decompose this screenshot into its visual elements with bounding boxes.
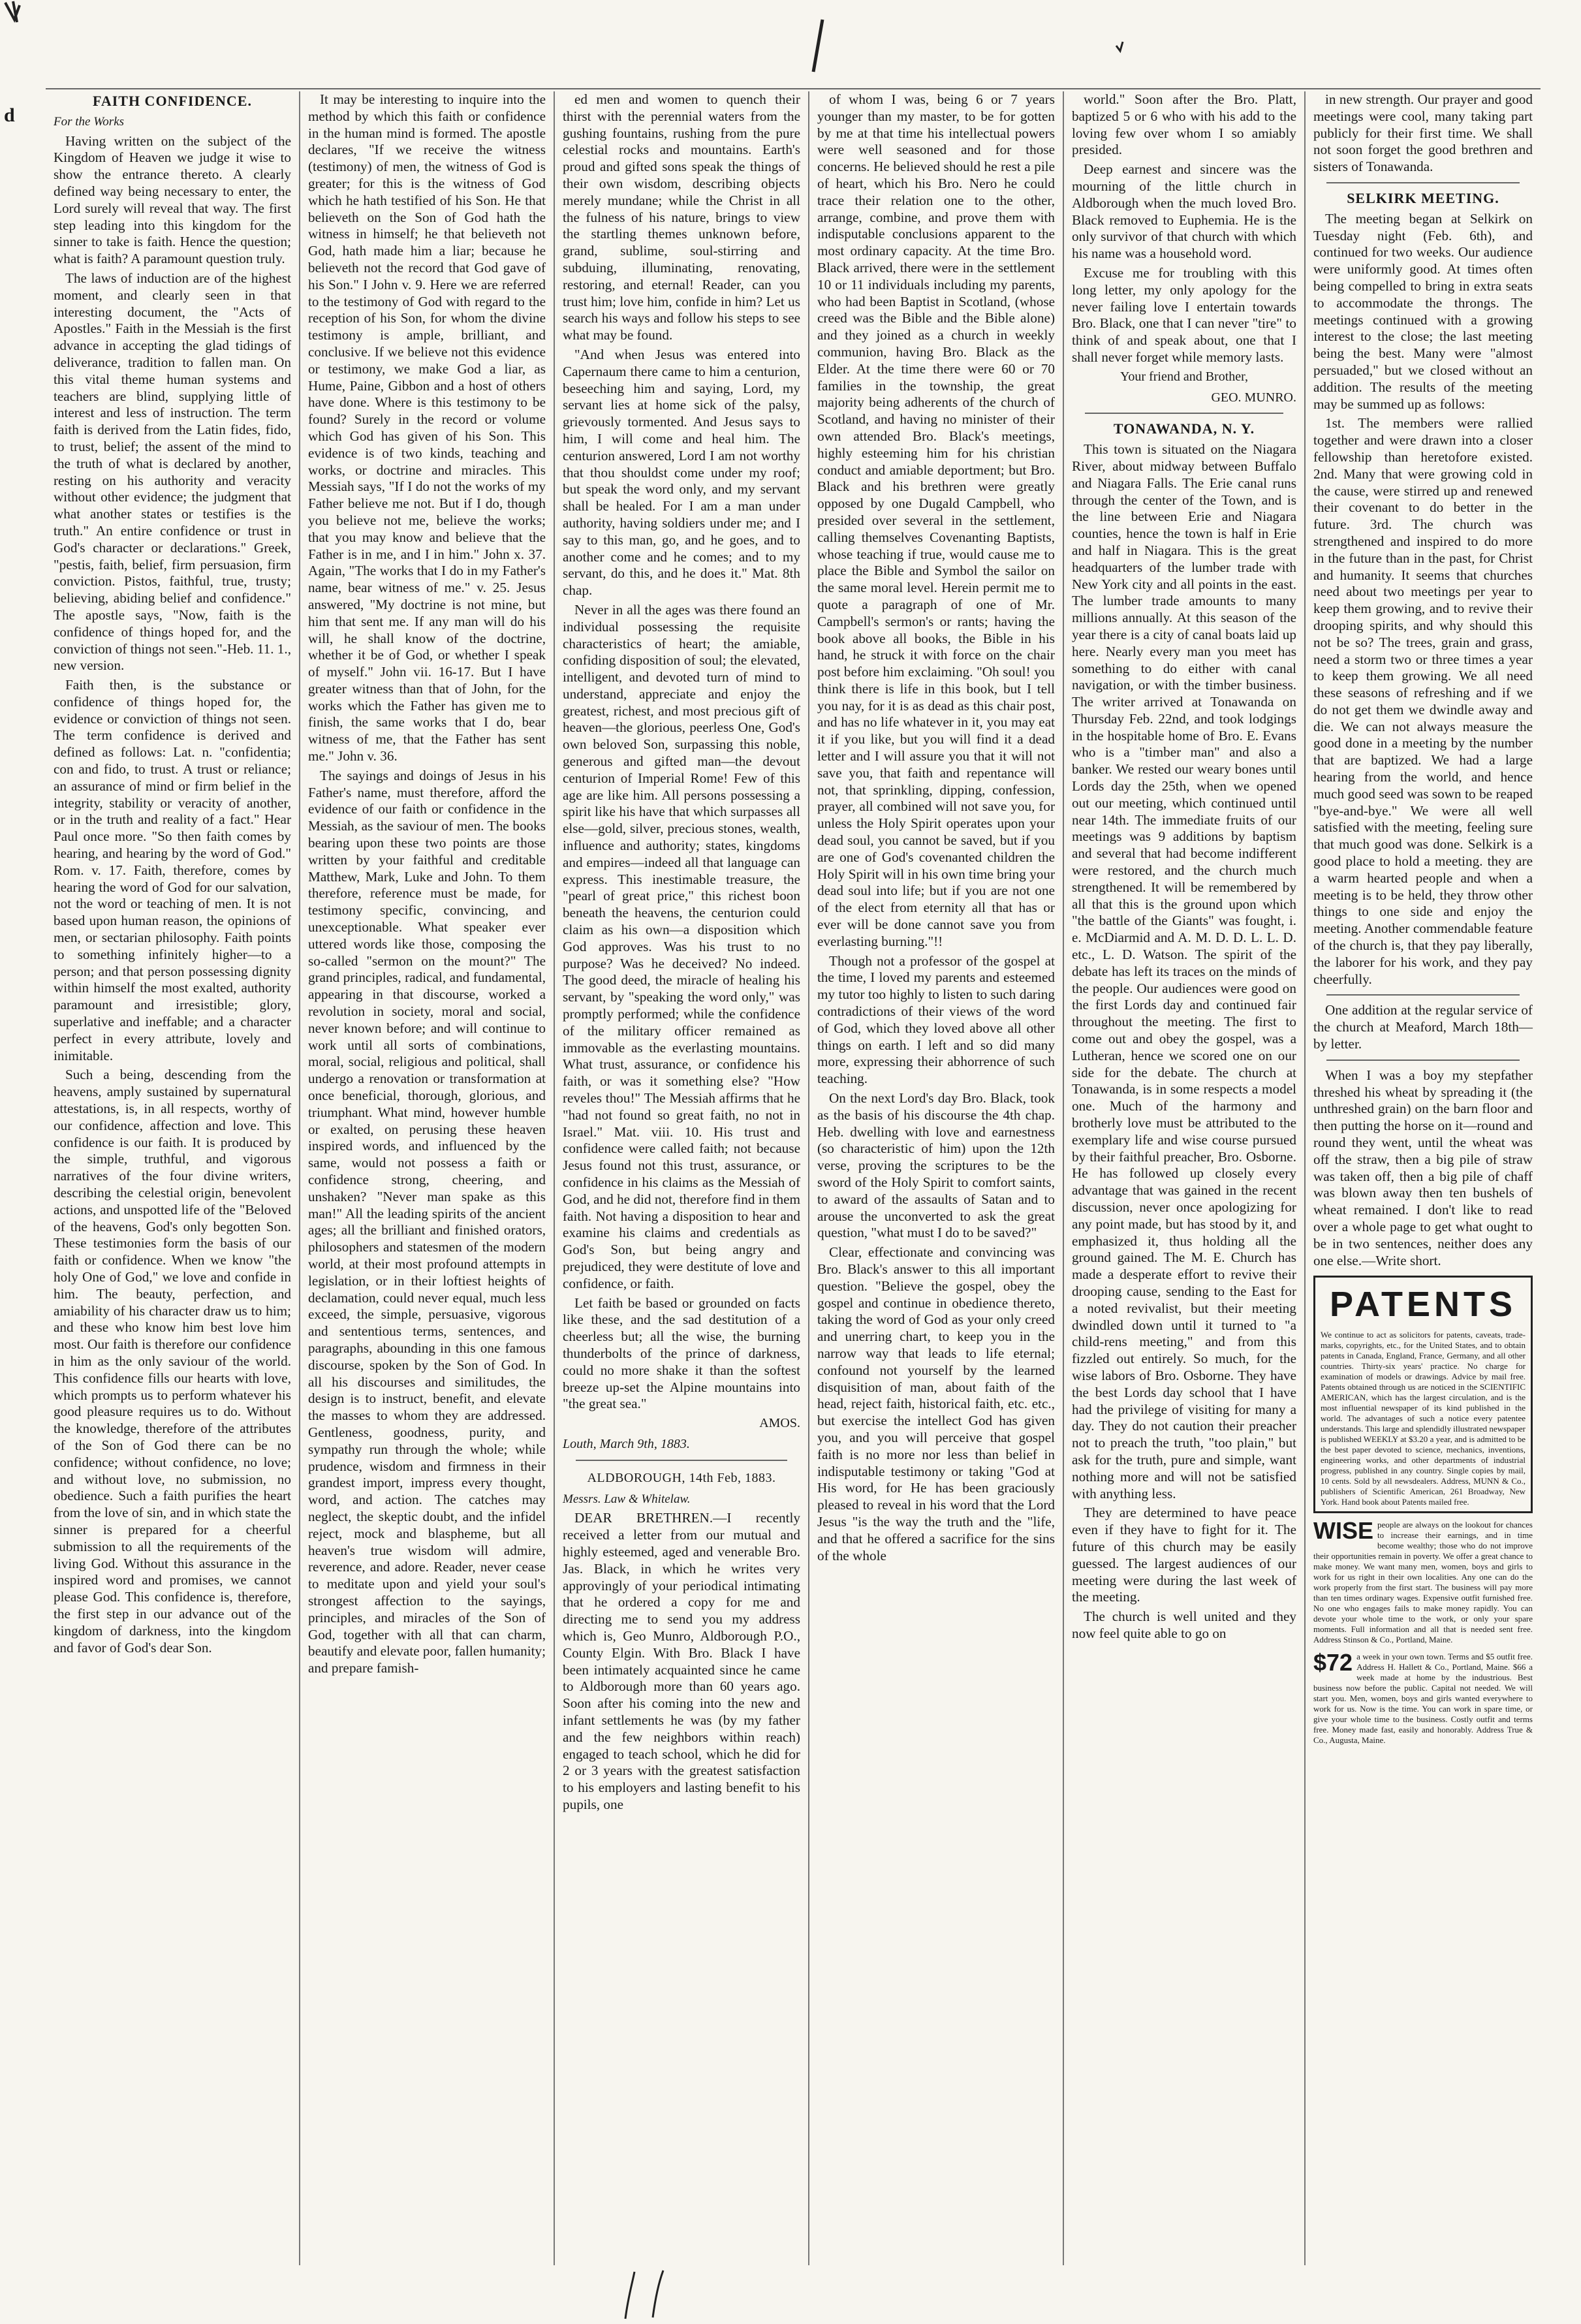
paragraph: ed men and women to quench their thirst with the perennial waters from the gushing fountains, rushing from the pure celestial rocks and mountains. Earth's proud and gifted sons speak the things of their own wisdom, describing objects merely mundane; while the Christ in all the fulness of his nature, brings to view the startling themes unknown before, grand, sublime, soul-stirring and subduing, illuminating, renovating, restoring, and eternal! Reader, can you trust him; love him, confide in him? Let us search his ways and follow his steps to see what may be found.	[563, 91, 800, 343]
paragraph: They are determined to have peace even if they have to fight for it. The future of this church may be easily guessed. The largest audiences of our meeting were during the last week of the meeting.	[1072, 1505, 1296, 1605]
column-5	[1064, 91, 1306, 2265]
letter-closing: Your friend and Brother,	[1119, 369, 1249, 384]
wise-ad-lead: WISE	[1313, 1517, 1374, 1545]
paragraph: The sayings and doings of Jesus in his Father's name, must therefore, afford the evidence of our faith or confidence in the Messiah, as the saviour of men. The books bearing upon these two points are those written by your faithful and creditable Matthew, Mark, Luke and John. To them therefore, reference must be made, for testimony specific, convincing, and unexceptionable. What speaker ever uttered words like those, composing the so-called "sermon on the mount?" The grand principles, radical, and fundamental, appearing in that discourse, worked a revolution in society, moral and social, never known before; and will continue to work until all sorts of combinations, moral, social, religious and political, shall undergo a renovation or transformation at once beneficial, thorough, glorious, and triumphant. What mind, however humble or exalted, on perusing these heaven inspired words, and influenced by the same, would not possess a faith or confidence strong, cheering, and unshaken? "Never man spake as this man!" All the leading spirits of the ancient ages; all the brilliant and finished orators, philosophers and statesmen of the modern world, at their most profound attempts in legislation, or in their loftiest heights of declamation, could never equal, much less exceed, the simple, persuasive, vigorous and sententious terms, sentences, and paragraphs, abounding in this one famous discourse, spoken by the Son of God. In all his discourses and similitudes, the design is to instruct, benefit, and elevate the masses to whom they are addressed. Gentleness, goodness, purity, and sympathy run through the whole; while prudence, wisdom and firmness in their grandest import, impress every thought, word, and action. The catches may neglect, the skeptic doubt, and the infidel reject, mock and blaspheme, but all heaven's true wisdom will admire, reverence, and adore. Reader, never cease to meditate upon and yield your soul's strongest affection to the sayings, principles, and miracles of the Son of God, together with all that can charm, beautify and elevate poor, fallen humanity; and prepare famish-	[308, 767, 546, 1676]
article-heading-selkirk: SELKIRK MEETING.	[1347, 189, 1499, 206]
paragraph: Though not a professor of the gospel at the time, I loved my parents and esteemed my tutor too highly to listen to such daring contradictions of their views of the word of God, which they loved above all other things on earth. I left and so did many more, expressing their abhorrence of such teaching.	[817, 952, 1055, 1087]
section-divider	[1326, 1060, 1520, 1061]
column-6	[1306, 91, 1541, 2265]
section-divider	[576, 1460, 787, 1461]
paragraph: The laws of induction are of the highest moment, and clearly seen in that interesting document, the "Acts of Apostles." Faith in the Messiah is the first advance in accepting the glad tidings of deliverance, tradition to fallen man. On this vital theme human systems and teachers are blind, supplying little of interest and less of instruction. The term faith is derived from the Latin fides, fido, to trust, belief; the assent of the mind to the truth of what is declared by another, resting on his authority and veracity without other evidence; the judgment that what another states or testifies is the truth." An entire confidence or trust in God's character or declarations." Greek, "pestis, faith, belief, firm persuasion, firm conviction. Pistos, faithful, true, trusty; believing, abiding belief and confidence." The apostle says, "Now, faith is the confidence of things hoped for, and the conviction of things not seen."-Heb. 11. 1., new version.	[54, 270, 291, 674]
anecdote-paragraph: When I was a boy my stepfather threshed his wheat by spreading it (the unthreshed grain) on the barn floor and then putting the horse on it—round and round they went, until the wheat was off the straw, then a big pile of straw was taken off, then a big pile of chaff was blown away then ten bushels of wheat remained. I don't like to read over a whole page to get what ought to be in two sentences, neither does any one else.—Write short.	[1313, 1067, 1533, 1268]
pen-scribble-mark	[625, 2270, 663, 2319]
paragraph: in new strength. Our prayer and good meetings were cool, many taking part publicly for their first time. We shall not soon forget the good brethren and sisters of Tonawanda.	[1313, 91, 1533, 175]
margin-annotation: d	[4, 104, 15, 126]
paragraph: On the next Lord's day Bro. Black, took as the basis of his discourse the 4th chap. Heb. dwelling with love and earnestness (so characteristic of him) upon the 12th verse, proving the scriptures to be the sword of the Holy Spirit to comfort saints, to award of the assaults of Satan and to arouse the unconverted to ask the great question, "what must I do to be saved?"	[817, 1090, 1055, 1241]
paragraph: DEAR BRETHREN.—I recently received a letter from our mutual and highly esteemed, aged and venerable Bro. Jas. Black, in which he writes very approvingly of your periodical intimating that he ordered a copy for me and directing me to send you my address which is, Geo Munro, Aldborough P.O., County Elgin. With Bro. Black I have been intimately acquainted since he came to Aldborough more than 60 years ago. Soon after his coming into the new and infant settlements he was (by my father and the few neighbors within reach) engaged to teach school, which he did for 2 or 3 years with the greatest satisfaction to his employers and lasting benefit to his pupils, one	[563, 1510, 800, 1812]
patents-ad-text: We continue to act as solicitors for patents, caveats, trade-marks, copyrights, etc., for the United States, and to obtain patents in Canada, England, France, Germany, and all other countries. Thirty-six years' practice. No charge for examination of models or drawings. Advice by mail free. Patents obtained through us are noticed in the SCIENTIFIC AMERICAN, which has the largest circulation, and is the most influential newspaper of its kind published in the world. The advantages of such a notice every patentee understands. This large and splendidly illustrated newspaper is published WEEKLY at $3.20 a year, and is admitted to be the best paper devoted to science, mechanics, inventions, engineering works, and other departments of industrial progress, published in any country. Single copies by mail, 10 cents. Sold by all newsdealers. Address, MUNN & Co., publishers of Scientific American, 261 Broadway, New York. Hand book about Patents mailed free.	[1321, 1330, 1526, 1507]
paragraph: Such a being, descending from the heavens, amply sustained by supernatural attestations, is, in all respects, worthy of our confidence, affection and love. This confidence is our faith. It is produced by the simple, truthful, and vigorous narratives of the four divine writers, describing the celestial origin, benevolent actions, and unspotted life of the "Beloved of the heavens, God's only begotten Son. These testimonies form the basis of our faith or confidence. When we know "the holy One of God," we love and confide in him. The beauty, perfection, and amiability of his character draw us to him; and these who know him best love him most. Our faith is therefore our confidence in him as the only saviour of the world. This confidence fills our hearts with love, which prompts us to perform whatever his good pleasure requires us to do. Without the knowledge, therefore of the attributes of the Son of God there can be no confidence; without confidence, no love; and without love, no submission, no obedience. Such a faith purifies the heart from the love of sin, and in which state the sinner is prepared for a cheerful submission to all the requirements of the living God. Without this assurance in the inspired word and promises, we cannot please God. This confidence is, therefore, the first step in our advance out of the kingdom of darkness, into the kingdom and favor of God's dear Son.	[54, 1067, 291, 1656]
paragraph: Let faith be based or grounded on facts like these, and the sad destitution of a cheerless but; all the wise, the burning thunderbolts of the prince of darkness, could no more shake it than the softest breeze up-set the Alpine mountains into "the great sea."	[563, 1295, 800, 1412]
corner-scribble-mark	[5, 1, 20, 22]
letter-placeline: ALDBOROUGH, 14th Feb, 1883.	[587, 1470, 776, 1485]
patents-advertisement	[1313, 1276, 1533, 1513]
pen-stroke-mark	[813, 20, 822, 72]
paragraph: Faith then, is the substance or confidence of things hoped for, the evidence or conviction of things not seen. The term confidence is derived and defined as follows: Lat. n. "confidentia; con and fido, to trust. A trust or reliance; an assurance of mind or firm belief in the integrity, stability or veracity of another, or in the truth and reality of a fact." Hear Paul once more. "So then faith comes by hearing, and hearing by the word of God." Rom. v. 17. Faith, therefore, comes by hearing the word of God for our salvation, not the word or teaching of men. It is not based upon human reason, the opinions of men, or sectarian philosophy. Faith points to something infinitely higher—to a person; and that person possessing dignity within himself the most exalted, authority paramount and irresistible; glory, superlative and ineffable; and a character perfect in every attribute, lovely and inimitable.	[54, 677, 291, 1063]
letter-salutation: Messrs. Law & Whitelaw.	[563, 1492, 691, 1506]
wise-advertisement	[1313, 1517, 1533, 1645]
paragraph: Excuse me for troubling with this long letter, my only apology for the never failing love I entertain towards Bro. Black, one that I can never "tire" to think of and speak about, one that I shall never forget while memory lasts.	[1072, 264, 1296, 365]
money-advertisement	[1313, 1649, 1533, 1746]
paragraph: 1st. The members were rallied together and were drawn into a closer fellowship than heretofore existed. 2nd. Many that were growing cold in the cause, were stirred up and renewed their covenant to do better in the future. 3rd. The church was strengthened and inspired to do more in the future than in the past, for Christ and humanity. It seems that churches need about two meetings per year to keep them growing, and to revive their drooping spirits, and why should this not be so? The trees, grain and grass, need a storm two or three times a year to keep them growing. We all need these seasons of refreshing and if we do not get them we dwindle away and die. We can not always measure the good done in a meeting by the number that are baptized. We had a large hearing from the world, and hence much good seed was sown to be reaped "bye-and-bye." We were all well satisfied with the meeting, feeling sure that much good was done. Selkirk is a good place to hold a meeting. they are a warm hearted people and when a meeting is to be held, they throw other things to one side and enjoy the meeting. Another commendable feature of the church is, that they pay liberally, the laborer for his work, and they pay cheerfully.	[1313, 415, 1533, 987]
pen-tick-mark	[1116, 42, 1123, 51]
paragraph: It may be interesting to inquire into the method by which this faith or confidence in the human mind is formed. The apostle declares, "If we receive the witness (testimony) of men, the witness of God is greater; for this is the witness of God which he hath testified of his Son. He that believeth on the Son of God hath the witness in himself; he that believeth not God, hath made him a liar; because he believeth not the record that God gave of his Son." I John v. 9. Here we are referred to the testimony of God with regard to the reception of his Son, for whom the divine testimony is ample, brilliant, and conclusive. If we believe not this evidence or testimony, we make God a liar, as Hume, Paine, Gibbon and a host of others have done. Where is this testimony to be found? Surely in the record or volume which God has given of his Son. This evidence is of two kinds, teaching and works, or doctrine and miracles. This Messiah says, "If I do not the works of my Father believe me not. But if I do, though you believe not me, believe the works; that you may know and believe that the Father is in me, and I in him." John x. 37. Again, "The works that I do in my Father's name, bear witness of me." v. 25. Jesus answered, "My doctrine is not mine, but him that sent me. If any man will do his will, he shall know of the doctrine, whether it be of God, or whether I speak of myself." John vii. 16-17. But I have greater witness than that of John, for the works which the Father has given me to finish, the same works that I do, bear witness of me, that the Father has sent me." John v. 36.	[308, 91, 546, 764]
text-columns	[46, 91, 1541, 2265]
section-divider	[1326, 994, 1520, 996]
letter-signature: GEO. MUNRO.	[1211, 390, 1296, 405]
paragraph: of whom I was, being 6 or 7 years younger than my master, to be for gotten by me at that time his intellectual powers were well seasoned and for those concerns. He believed should he rest a pile of heart, which his Bro. Nero he could trace their relation one to the other, arrange, combine, and prove them with indisputable conclusions apparent to the most ordinary capacity. At the time Bro. Black arrived, there were in the settlement 10 or 11 individuals including my parents, who had been Baptist in Scotland, (whose creed was the Bible and the Bible alone) and they joined as a church in weekly communion, having Bro. Black as the Elder. At the time there were 60 or 70 families in the township, the great majority being adherents of the church of Scotland, and having no minister of their own attended Bro. Black's meetings, highly esteeming him for his christian conduct and amiable deportment; but Bro. Black and his brethren were greatly opposed by one Dugald Campbell, who presided over several in the settlement, calling themselves Covenanting Baptists, whose teaching if true, would cause me to place the Bible and Symbol the sailor on the same moral level. Herein permit me to quote a paragraph of one of Mr. Campbell's sermon's or rants; having the book above all books, the Bible in his hand, he struck it with force on the chair post before him exclaiming. "Oh soul! you think there is life in this book, but I tell you nay, for it is as dead as this chair post, and has no life whatever in it, you may eat it if you like, but you will find it a dead letter and I will assure you that it will not save you, that faith and repentance will not, that sprinkling, dipping, confession, prayer, all combined will not save you, for unless the Holy Spirit operates upon your dead soul, you cannot be saved, but if you are one of God's covenanted children the Holy Spirit will in his own time bring your dead soul into life; but if you are not one of the elect from eternity all that has or ever will be done cannot save you from everlasting burning."!!	[817, 91, 1055, 949]
section-divider	[1326, 182, 1520, 183]
paragraph: world." Soon after the Bro. Platt, baptized 5 or 6 who with his add to the loving few over whom I so amiably presided.	[1072, 91, 1296, 158]
paragraph: Never in all the ages was there found an individual possessing the requisite characteristics of heart; the amiable, confiding disposition of soul; the elevated, intelligent, and devoted turn of mind to understand, appreciate and enjoy the greatest, richest, and most precious gift of heaven—the glorious, peerless One, God's own beloved Son, surpassing this noble, generous and gifted man—the devout centurion of Imperial Rome! Few of this age are like him. All persons possessing a spirit like his have that which surpasses all else—gold, silver, precious stones, wealth, influence and authority; states, kingdoms and empires—indeed all that language can express. This inestimable treasure, the "pearl of great price," this richest boon beneath the heavens, the centurion could claim as his own—a disposition which God approves. Was his trust to no purpose? Was he deceived? No indeed. The good deed, the miracle of healing his servant, by "speaking the word only," was promptly performed; while the confidence of the military officer remained as immovable as the everlasting mountains. What trust, assurance, or confidence his faith, or was it something else? "How reveles thou!" The Messiah affirms that he "had not found so great faith, no not in Israel." Mat. viii. 10. His trust and confidence were called faith; not because Jesus found not this trust, assurance, or confidence in his claims as the Messiah of God, and he did not, therefore find in them faith. Not having a disposition to hear and examine his claims and credentials as God's Son, but being angry and prejudiced, they were destitute of love and confidence, or faith.	[563, 601, 800, 1291]
column-3	[555, 91, 809, 2265]
money-ad-text: a week in your own town. Terms and $5 outfit free. Address H. Hallett & Co., Portland, Maine. $66 a week made at home by the industrious. Best business now before the public. Capital not needed. We will start you. Men, women, boys and girls wanted everywhere to work for us. Now is the time. You can work in spare time, or give your whole time to the business. Costly outfit and terms free. Money made fast, easily and honorably. Address True & Co., Augusta, Maine.	[1313, 1652, 1533, 1746]
paragraph: Having written on the subject of the Kingdom of Heaven we judge it wise to show the entrance thereto. A clearly defined way being necessary to enter, the Lord surely will reveal that way. The first step leading into this kingdom for the sinner to take is faith. Hence the question; what is faith? A paramount question truly.	[54, 133, 291, 267]
paragraph: Clear, effectionate and convincing was Bro. Black's answer to this all important question. "Believe the gospel, obey the gospel and continue in obedience thereto, taking the word of God as your only creed and unerring chart, to keep you in the narrow way that leads to life eternal; confound not yourself by the learned disquisition of man, about faith of the head, reject faith, historical faith, etc. etc., but exercise the intellect God has given you, and you will perceive that gospel faith is no more nor less than belief in indisputable testimony or taking "God at His word, for He has been graciously pleased to reveal in his word that the Lord Jesus "is the way the truth and the "life, and that he offered a sacrifice for the sins of the whole	[817, 1244, 1055, 1563]
top-margin-marks	[0, 0, 1581, 91]
money-ad-lead: $72	[1313, 1649, 1353, 1676]
author-signature: AMOS.	[759, 1416, 800, 1431]
column-4	[809, 91, 1064, 2265]
bottom-margin-marks	[0, 2265, 1581, 2324]
article-heading-faith: FAITH CONFIDENCE.	[93, 93, 252, 109]
article-byline: For the Works	[54, 114, 125, 129]
notice-paragraph: One addition at the regular service of the church at Meaford, March 18th—by letter.	[1313, 1002, 1533, 1052]
paragraph: The meeting began at Selkirk on Tuesday night (Feb. 6th), and continued for two weeks. Our audience were uniformly good. At times often being compelled to bring in extra seats to accommodate the throngs. The meetings continued with a growing interest to the close; the last meeting being the best. Many were "almost persuaded," but we closed without an addition. The results of the meeting may be summed up as follows:	[1313, 210, 1533, 412]
wise-ad-text: people are always on the lookout for chances to increase their earnings, and in time become wealthy; those who do not improve their opportunities remain in poverty. We offer a great chance to make money. We want many men, women, boys and girls to work for us right in their own localities. Any one can do the work properly from the first start. The business will pay more than ten times ordinary wages. Expensive outfit furnished free. No one who engages fails to make money rapidly. You can devote your whole time to the work, or only your spare moments. Full information and all that is needed sent free. Address Stinson & Co., Portland, Maine.	[1313, 1520, 1533, 1645]
paragraph: Deep earnest and sincere was the mourning of the little church in Aldborough when the much loved Bro. Black removed to Euphemia. He is the only survivor of that church with which his name was a household word.	[1072, 161, 1296, 262]
section-divider	[1085, 413, 1283, 414]
column-1	[46, 91, 300, 2265]
paragraph: "And when Jesus was entered into Capernaum there came to him a centurion, beseeching him and saying, Lord, my servant lies at home sick of the palsy, grievously tormented. And Jesus says to him, I will come and heal him. The centurion answered, Lord I am not worthy that thou shouldst come under my roof; but speak the word only, and my servant shall be healed. For I am a man under authority, having soldiers under me; and I say to this man, go, and he goes, and to another come and he comes; and to my servant, do this, and he does it." Mat. 8th chap.	[563, 346, 800, 599]
column-2	[300, 91, 555, 2265]
patents-ad-title: PATENTS	[1329, 1285, 1516, 1325]
paragraph: The church is well united and they now feel quite able to go on	[1072, 1609, 1296, 1641]
article-dateline: Louth, March 9th, 1883.	[563, 1436, 690, 1451]
article-heading-tonawanda: TONAWANDA, N. Y.	[1113, 420, 1255, 437]
paragraph: This town is situated on the Niagara River, about midway between Buffalo and Niagara Falls. The Erie canal runs through the center of the Town, and is the line between Erie and Niagara counties, hence the town is half in Erie and half in Niagara. This is the great headquarters of the lumber trade with New York city and all points in the east. The lumber trade amounts to many millions annually. At this season of the year there is a city of canal boats laid up here. Nearly every man you meet has something to do either with canal navigation, or with the timber business. The writer arrived at Tonawanda on Thursday Feb. 22nd, and took lodgings in the hospitable home of Bro. E. Evans who is a "timber man" and also a banker. We rested our weary bones until Lords day the 25th, when we opened out our meeting, which continued until near 14th. The immediate fruits of our meetings was 9 additions by baptism and several that had become indifferent were restored, and the church much strengthened. It will be remembered by all that this is the ground upon which "the battle of the Giants" was fought, i. e. McDiarmid and A. M. D. D. L. L. D. etc., L. D. Watson. The spirit of the debate has left its traces on the minds of the people. Our audiences were good on the first Lords day and continued fair throughout the meeting. The first to come out and obey the gospel, was a Lutheran, hence we scored one on our side for the debate. The church at Tonawanda, is in some respects a model one. Much of the harmony and brotherly love must be attributed to the exemplary life and wise course pursued by their faithful preacher, Bro. Osborne. He has followed up closely every advantage that was gained in the recent discussion, never once apologizing for any point made, but has stood by it, and emphasized it, thus holding all the ground gained. The M. E. Church has made a desperate effort to revive their drooping cause, sending to the East for a noted revivalist, but their meeting dwindled down until it turned to "a child-rens meeting," and from this fizzled out entirely. So much, for the wise labors of Bro. Osborne. They have the best Lords day school that I have had the privilege of visiting for many a day. They do not caution their preacher not to preach the truth, "too plain," but ask for the truth, pure and simple, want nothing more and will not be satisfied with anything less.	[1072, 441, 1296, 1501]
